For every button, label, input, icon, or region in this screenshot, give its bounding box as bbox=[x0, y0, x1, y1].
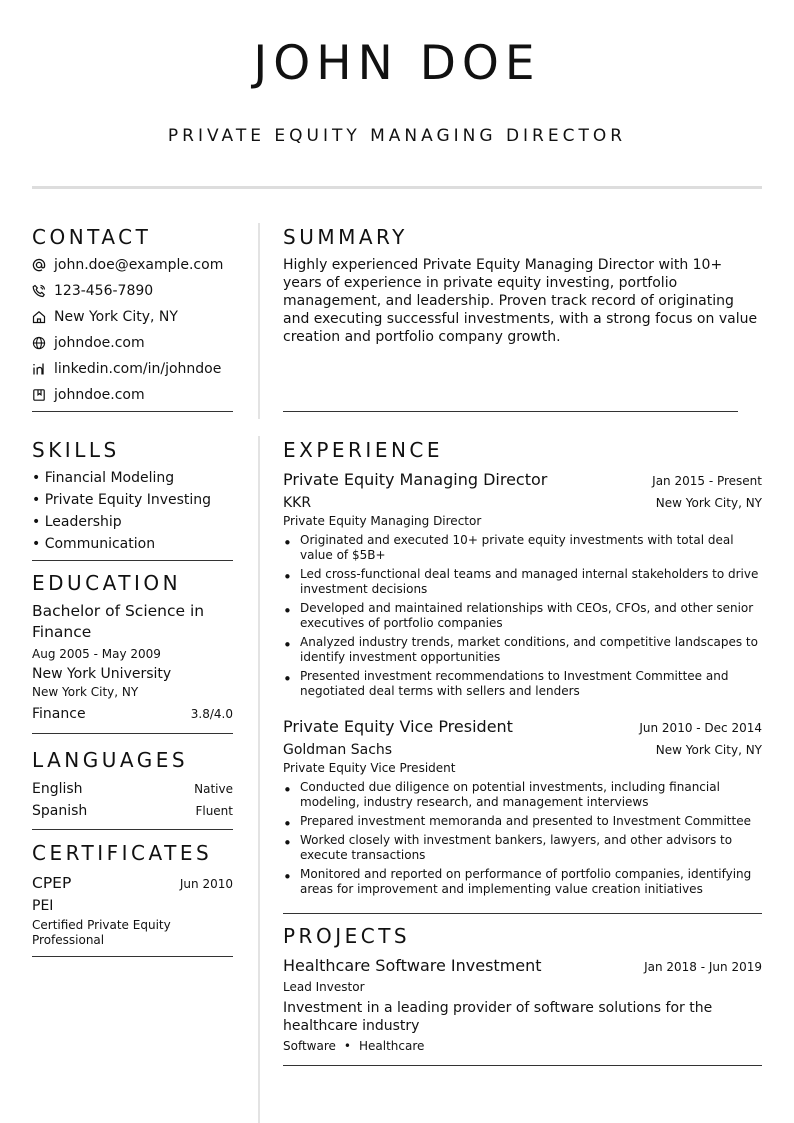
field-of-study: Finance bbox=[32, 706, 86, 722]
certificate-row bbox=[32, 872, 233, 894]
experience-heading: EXPERIENCE bbox=[283, 438, 444, 462]
projects-section bbox=[283, 923, 762, 1055]
summary-text: Highly experienced Private Equity Managing Director with 10+ years of experience in private equity investing, portfolio management, and leadership. Proven track record of originating and executing successful investments, with a strong focus on value creation and portfolio company growth. bbox=[283, 257, 758, 345]
home-icon bbox=[32, 310, 46, 324]
experience-divider bbox=[283, 913, 762, 914]
gpa: 3.8/4.0 bbox=[190, 707, 233, 721]
job-title-heading: PRIVATE EQUITY MANAGING DIRECTOR bbox=[167, 126, 627, 146]
bullet-item: • Originated and executed 10+ private equity investments with total deal value of $5B+ bbox=[283, 533, 762, 563]
linkedin-text: linkedin.com/in/johndoe bbox=[54, 361, 222, 377]
project-dates: Jan 2018 - Jun 2019 bbox=[644, 960, 762, 974]
project-tag: Healthcare bbox=[358, 1039, 425, 1053]
certificates-section bbox=[32, 840, 233, 957]
education-section bbox=[32, 570, 233, 734]
experience-section bbox=[283, 437, 762, 699]
project-tags bbox=[283, 1037, 762, 1055]
bullet-item: • Conducted due diligence on potential investments, including financial modeling, industry research, and management interviews bbox=[283, 780, 762, 810]
field-row bbox=[32, 704, 233, 724]
phone-icon bbox=[32, 284, 46, 298]
contact-portfolio[interactable] bbox=[32, 382, 233, 408]
email-text: john.doe@example.com bbox=[54, 257, 224, 273]
bullet-item: • Led cross-functional deal teams and managed internal stakeholders to drive investment decisions bbox=[283, 567, 762, 597]
school-location: New York City, NY bbox=[32, 685, 139, 699]
name-heading: JOHN DOE bbox=[253, 36, 541, 91]
bullet-item: • Worked closely with investment bankers, lawyers, and other advisors to execute transactions bbox=[283, 833, 762, 863]
company-name: KKR bbox=[283, 495, 312, 511]
certificate-description: Certified Private Equity Professional bbox=[32, 918, 171, 947]
job-entry bbox=[283, 469, 762, 699]
bullet-item: • Developed and maintained relationships with CEOs, CFOs, and other senior executives of portfolio companies bbox=[283, 601, 762, 631]
skill-item: • Financial Modeling bbox=[32, 470, 175, 486]
job-role: Private Equity Managing Director bbox=[283, 514, 482, 528]
education-divider bbox=[32, 733, 233, 734]
bullet-item: • Prepared investment memoranda and presented to Investment Committee bbox=[283, 814, 762, 829]
contact-divider bbox=[32, 411, 233, 412]
at-icon bbox=[32, 258, 46, 272]
contact-location bbox=[32, 304, 233, 330]
language-row bbox=[32, 779, 233, 801]
project-name: Healthcare Software Investment bbox=[283, 956, 542, 975]
website-text: johndoe.com bbox=[54, 335, 145, 351]
project-role: Lead Investor bbox=[283, 980, 365, 994]
education-dates: Aug 2005 - May 2009 bbox=[32, 647, 161, 661]
job-title: Private Equity Vice President bbox=[283, 717, 513, 736]
project-description: Investment in a leading provider of software solutions for the healthcare industry bbox=[283, 1000, 713, 1034]
location-text: New York City, NY bbox=[54, 309, 178, 325]
bullet-item: • Analyzed industry trends, market conditions, and competitive landscapes to identify investment opportunities bbox=[283, 635, 762, 665]
projects-divider bbox=[283, 1065, 762, 1066]
skill-item: • Communication bbox=[32, 536, 156, 552]
skill-item: • Private Equity Investing bbox=[32, 492, 212, 508]
contact-section bbox=[32, 224, 233, 412]
globe-icon bbox=[32, 336, 46, 350]
contact-linkedin[interactable] bbox=[32, 356, 233, 382]
contact-heading: CONTACT bbox=[32, 225, 152, 249]
phone-text: 123-456-7890 bbox=[54, 283, 154, 299]
job-entry bbox=[283, 716, 762, 897]
summary-section bbox=[283, 224, 762, 346]
projects-heading: PROJECTS bbox=[283, 924, 411, 948]
job-role: Private Equity Vice President bbox=[283, 761, 456, 775]
column-divider-bottom bbox=[258, 436, 260, 1123]
portfolio-icon bbox=[32, 388, 46, 402]
tag-separator: • bbox=[343, 1039, 351, 1053]
project-tag: Software bbox=[283, 1039, 336, 1053]
job-dates: Jan 2015 - Present bbox=[652, 474, 762, 488]
job-bullets bbox=[283, 533, 762, 699]
portfolio-text: johndoe.com bbox=[54, 387, 145, 403]
contact-email[interactable] bbox=[32, 252, 233, 278]
school-name: New York University bbox=[32, 666, 172, 682]
skills-section bbox=[32, 437, 233, 561]
summary-divider bbox=[283, 411, 738, 412]
company-name: Goldman Sachs bbox=[283, 742, 393, 758]
contact-phone[interactable] bbox=[32, 278, 233, 304]
language-level: Fluent bbox=[195, 804, 233, 818]
education-heading: EDUCATION bbox=[32, 571, 182, 595]
languages-section bbox=[32, 747, 233, 830]
skills-heading: SKILLS bbox=[32, 438, 120, 462]
skills-divider bbox=[32, 560, 233, 561]
job-bullets bbox=[283, 780, 762, 897]
bullet-item: • Presented investment recommendations to Investment Committee and negotiated deal terms with sellers and lenders bbox=[283, 669, 762, 699]
languages-divider bbox=[32, 829, 233, 830]
language-name: Spanish bbox=[32, 803, 88, 819]
language-row bbox=[32, 801, 233, 823]
linkedin-icon bbox=[32, 362, 46, 376]
bullet-item: • Monitored and reported on performance of portfolio companies, identifying areas for improvement and implementing value creation initiatives bbox=[283, 867, 762, 897]
job-dates: Jun 2010 - Dec 2014 bbox=[639, 721, 762, 735]
language-name: English bbox=[32, 781, 83, 797]
certificate-date: Jun 2010 bbox=[179, 877, 233, 891]
company-location: New York City, NY bbox=[655, 743, 762, 757]
summary-heading: SUMMARY bbox=[283, 225, 408, 249]
degree: Bachelor of Science in Finance bbox=[32, 602, 205, 641]
certificates-heading: CERTIFICATES bbox=[32, 841, 213, 865]
header-divider bbox=[32, 186, 762, 189]
language-level: Native bbox=[194, 782, 233, 796]
certificates-divider bbox=[32, 956, 233, 957]
job-title: Private Equity Managing Director bbox=[283, 470, 548, 489]
skill-item: • Leadership bbox=[32, 514, 122, 530]
column-divider-top bbox=[258, 223, 260, 419]
certificate-name: CPEP bbox=[32, 874, 72, 892]
languages-heading: LANGUAGES bbox=[32, 748, 189, 772]
company-location: New York City, NY bbox=[655, 496, 762, 510]
certificate-issuer: PEI bbox=[32, 898, 54, 914]
contact-website[interactable] bbox=[32, 330, 233, 356]
